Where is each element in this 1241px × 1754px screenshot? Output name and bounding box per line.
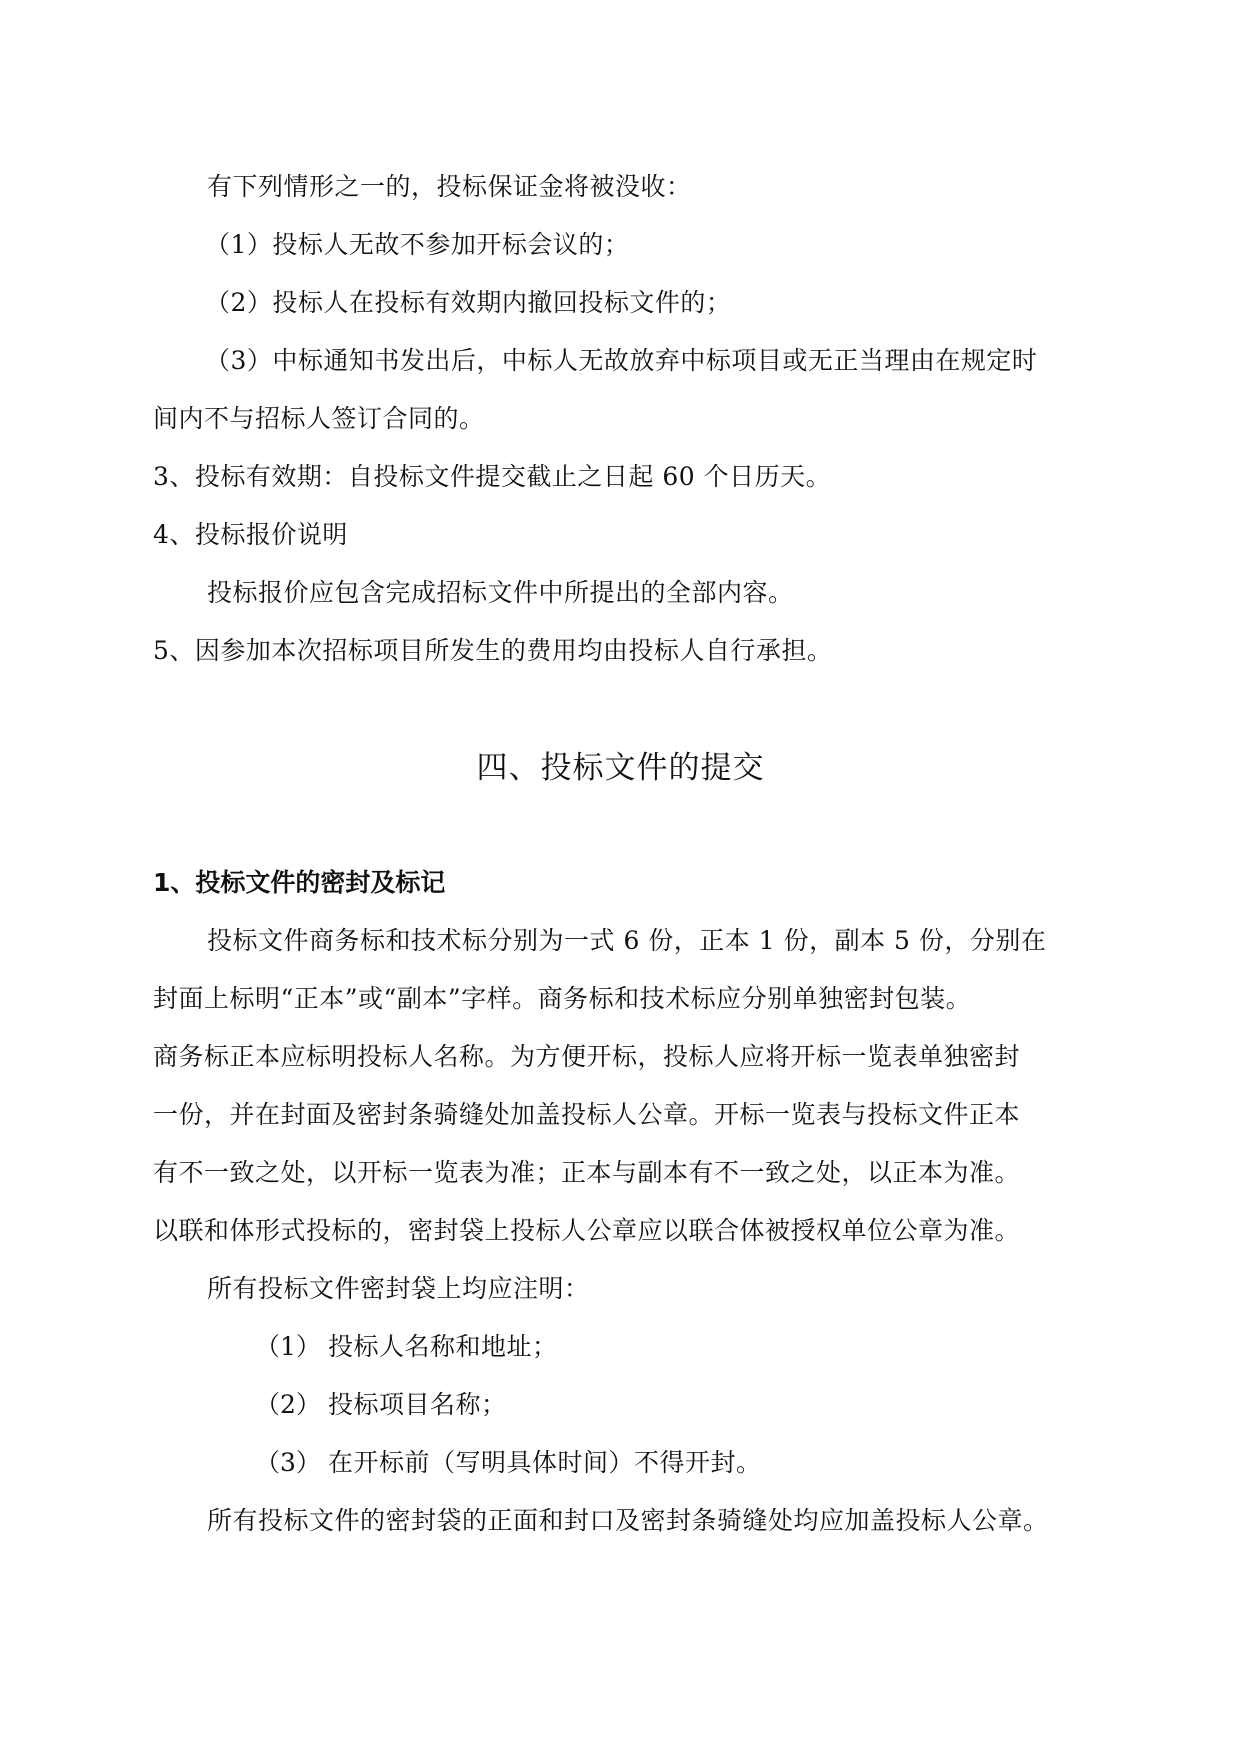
clause-4-body: 投标报价应包含完成招标文件中所提出的全部内容。	[207, 578, 794, 607]
paragraph-line-4: 一份，并在封面及密封条骑缝处加盖投标人公章。开标一览表与投标文件正本	[153, 1100, 1021, 1129]
closing-line: 所有投标文件的密封袋的正面和封口及密封条骑缝处均应加盖投标人公章。	[207, 1506, 1049, 1535]
section-subtitle: 1、投标文件的密封及标记	[153, 868, 446, 897]
envelope-item-text: 在开标前（写明具体时间）不得开封。	[328, 1448, 762, 1477]
envelope-intro: 所有投标文件密封袋上均应注明：	[207, 1274, 590, 1303]
forfeit-intro: 有下列情形之一的，投标保证金将被没收：	[207, 172, 692, 201]
paragraph-line-2: 封面上标明“正本”或“副本”字样。商务标和技术标应分别单独密封包装。	[153, 984, 972, 1013]
clause-4: 4、投标报价说明	[153, 520, 348, 549]
section-title: 四、投标文件的提交	[476, 750, 765, 786]
envelope-item-text: 投标项目名称；	[328, 1390, 507, 1419]
clause-3: 3、投标有效期：自投标文件提交截止之日起 60 个日历天。	[153, 462, 832, 491]
paragraph-line-1: 投标文件商务标和技术标分别为一式 6 份，正本 1 份，副本 5 份，分别在	[207, 926, 1047, 955]
paragraph-line-5: 有不一致之处，以开标一览表为准；正本与副本有不一致之处，以正本为准。	[153, 1158, 1021, 1187]
envelope-item-number: （1）	[255, 1332, 321, 1361]
envelope-item-text: 投标人名称和地址；	[328, 1332, 558, 1361]
envelope-item-number: （2）	[255, 1390, 321, 1419]
forfeit-item-3-cont: 间内不与招标人签订合同的。	[153, 404, 485, 433]
envelope-item-number: （3）	[255, 1448, 321, 1477]
forfeit-item-2: （2）投标人在投标有效期内撤回投标文件的；	[205, 288, 732, 317]
clause-5: 5、因参加本次招标项目所发生的费用均由投标人自行承担。	[153, 636, 833, 665]
forfeit-item-1: （1）投标人无故不参加开标会议的；	[205, 230, 630, 259]
paragraph-line-6: 以联和体形式投标的，密封袋上投标人公章应以联合体被授权单位公章为准。	[153, 1216, 1021, 1245]
forfeit-item-3: （3）中标通知书发出后，中标人无故放弃中标项目或无正当理由在规定时	[205, 346, 1038, 375]
paragraph-line-3: 商务标正本应标明投标人名称。为方便开标，投标人应将开标一览表单独密封	[153, 1042, 1021, 1071]
